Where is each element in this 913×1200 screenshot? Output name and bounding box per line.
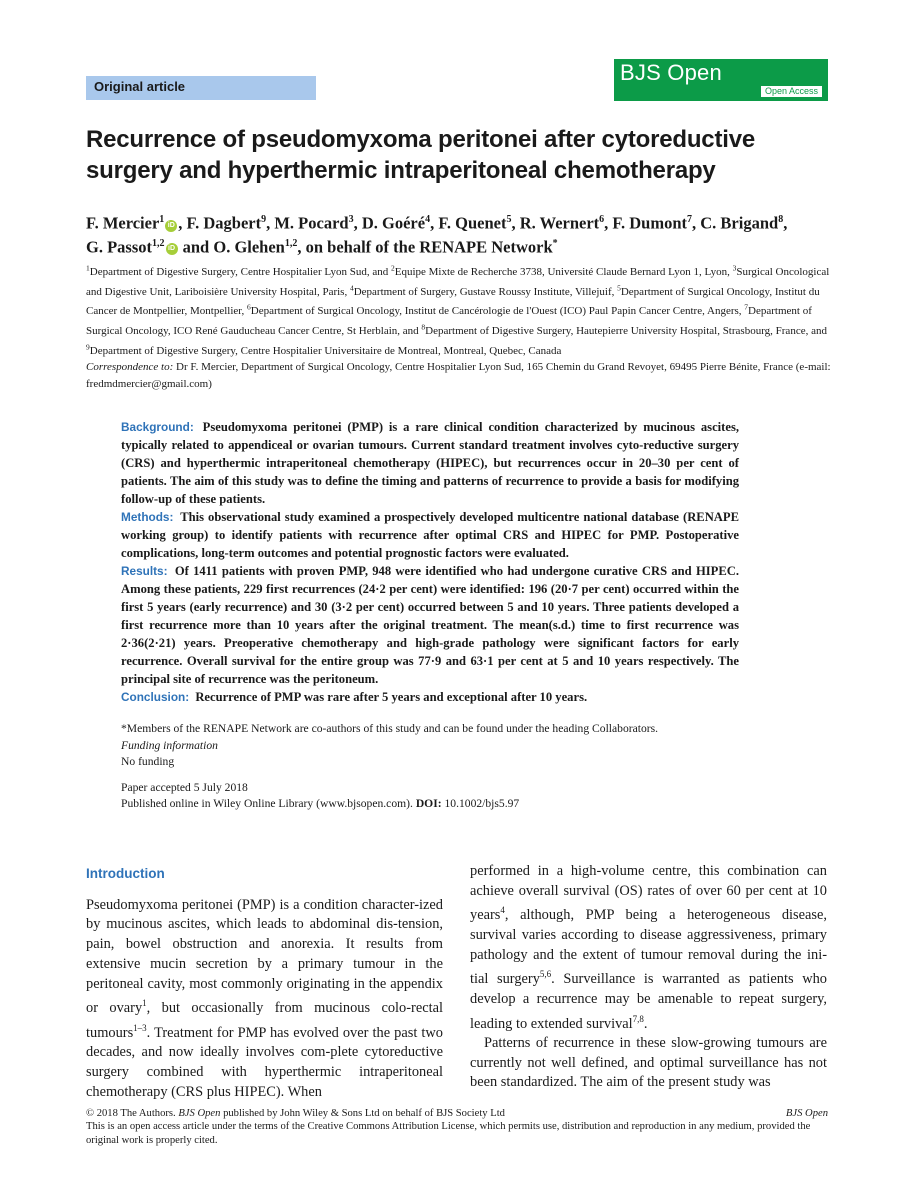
affiliation-number: 3 [732,263,737,272]
affiliation-number: 6 [247,302,251,312]
funding-text: No funding [121,755,175,768]
footer-journal-label: BJS Open [785,1108,828,1119]
journal-logo[interactable] [614,59,828,101]
open-access-badge: Open Access [761,86,822,97]
author-name: F. Mercier [86,213,160,233]
author-affiliation-mark: 6 [599,214,605,225]
affiliation-text: Department of Surgery, Gustave Roussy Institute, Villejuif, [353,285,618,298]
results-text: Of 1411 patients with proven PMP, 948 were identified who had undergone curative CRS and HIPEC. Among these patients, 229 first recurrences (24·2 per cent) were identified: 196 (20·7 per cent) occurred within the first 5 years (early recurrence) and 30 (3·2 per cent) occurred between 5 and 10 years. Three patients developed a first recurrence more than 10 years after the original treatment. The mean(s.d.) time to first recurrence was 2·36(2·21) years. Preoperative chemotherapy and high-grade pathology were significant factors for early recurrence. Overall survival for the entire group was 77·9 and 63·1 per cent at 5 and 10 years respectively. The principal site of recurrence was the peritoneum. [121,564,739,686]
introduction-heading: Introduction [86,866,165,881]
copyright-text: © 2018 The Authors. [86,1108,176,1119]
author-name: D. Goéré [361,213,426,233]
page-footer [86,1107,828,1147]
body-text: , but occasionally from mucinous colo-rectal tumours [86,1000,443,1041]
body-text: . Treatment for PMP has evolved over the past two decades, and now ideally involves com-plete cytoreductive surgery combined with hyperthermic intraperitoneal chemotherapy (CRS plus HIPEC). When [86,1024,443,1100]
author-affiliation-mark: 9 [261,214,267,225]
citation-ref: 1 [142,998,147,1009]
methods-text: This observational study examined a prospectively developed multicentre national database (RENAPE working group) to identify patients with recurrence after optimal CRS and HIPEC for PMP. Postoperative complications, long-term outcomes and potential prognostic factors were evaluated. [121,510,739,560]
orcid-icon[interactable]: iD [166,243,178,255]
members-note: *Members of the RENAPE Network are co-authors of this study and can be found under the heading Collaborators. [121,722,659,735]
author-name: G. Passot [86,237,152,256]
author-group-mark: * [552,237,558,249]
license-text: This is an open access article under the terms of the Creative Commons Attribution License, which permits use, distribution and reproduction in any medium, provided the original work is properly cited. [86,1121,811,1146]
citation-ref: 7,8 [632,1013,644,1024]
author-name: R. Wernert [519,213,600,233]
author-affiliation-mark: 7 [687,214,692,225]
article-type-tag: Original article [86,76,316,100]
body-text: . [643,1015,648,1032]
footer-journal-name: BJS Open [178,1108,221,1119]
affiliation-number: 2 [390,263,395,272]
affiliation-list [86,263,830,358]
abstract-results [121,562,739,688]
abstract-background [121,418,739,508]
affiliation-text: Equipe Mixte de Recherche 3738, Université Claude Bernard Lyon 1, Lyon, [394,265,733,278]
methods-heading: Methods: [121,510,174,524]
affiliation-text: Department of Digestive Surgery, Centre Hospitalier Lyon Sud, and [89,265,391,278]
intro-paragraph-3: Patterns of recurrence in these slow-growing tumours are currently not well defined, and optimal surveillance has not been standardized. The aim of the present study was [470,1035,827,1091]
abstract-methods [121,508,739,562]
author-list: F. Mercier$^1$ iD , F. Dagbert$^9$, M. Pocard$^3$, D. Goéré$^4$, F. Quenet$^5$, R. Wernert$^6$, F. Dumont$^7$, C. Brigand$^8$, G. Passot$^{1,2}$ iD and O. Glehen$^{1,2}$, on behalf of the RENAPE Network* [86,213,788,256]
intro-right-column [470,862,827,1093]
correspondence-label: Correspondence to: [86,361,174,374]
body-text: performed in a high-volume centre, this combination can achieve overall survival (OS) rates of over 60 per cent at 10 years [470,863,827,924]
author-affiliation-mark: 1,2 [152,237,165,249]
affiliation-text: Surgical Oncological and Digestive Unit, Lariboisière University Hospital, Paris, [86,265,830,298]
background-heading: Background: [121,420,194,434]
background-text: Pseudomyxoma peritonei (PMP) is a rare clinical condition characterized by mucinous ascites, typically related to appendiceal or ovarian tumours. Current standard treatment involves cyto-reductive surgery (CRS) and hyperthermic intraperitoneal chemotherapy (HIPEC), but recurrences occur in 20–30 per cent of patients. The aim of this study was to define the timing and patterns of recurrence to provide a basis for modifying follow-up of these patients. [121,420,739,506]
publication-info [121,796,741,813]
intro-paragraph-1 [86,896,443,1103]
orcid-icon[interactable]: iD [165,220,177,232]
author-name: F. Dagbert [186,213,262,233]
author-affiliation-mark: 1,2 [284,237,298,249]
body-text: Pseudomyxoma peritonei (PMP) is a condition character-ized by mucinous ascites, which leads to abdominal dis-tension, pain, bowel obstruction and anorexia. It results from extensive mucin secretion by a primary tumour in the peritoneal cavity, most commonly originating in the appendix or ovary [86,896,443,1017]
affiliations [86,260,831,392]
author-group: on behalf of the RENAPE Network [305,237,553,256]
author-affiliation-mark: 5 [506,214,512,225]
conclusion-text: Recurrence of PMP was rare after 5 years and exceptional after 10 years. [195,690,588,704]
author-affiliation-mark: 3 [348,214,354,225]
affiliation-number: 4 [349,282,354,292]
article-notes [121,721,741,813]
author-name: F. Dumont [612,213,687,233]
abstract-conclusion [121,688,739,706]
citation-ref: 4 [500,905,505,916]
author-name: O. Glehen [213,237,285,256]
conclusion-heading: Conclusion: [121,690,190,704]
publisher-text: published by John Wiley & Sons Ltd on behalf of BJS Society Ltd [223,1108,505,1119]
affiliation-number: 8 [421,322,426,332]
affiliation-text: Department of Digestive Surgery, Centre Hospitalier Universitaire de Montreal, Montreal, Quebec, Canada [89,345,562,358]
author-name: C. Brigand [700,213,779,233]
results-heading: Results: [121,564,168,578]
article-title: Recurrence of pseudomyxoma peritonei after cytoreductive surgery and hyperthermic intraperitoneal chemotherapy [86,126,756,184]
affiliation-text: Department of Surgical Oncology, Institut du Cancer de Montpellier, Montpellier, [86,285,820,318]
doi-label: DOI: [415,797,442,810]
published-text: Published online in Wiley Online Library (www.bjsopen.com). [121,797,413,810]
affiliation-number: 7 [744,302,749,312]
body-text: , although, PMP being a heterogeneous disease, survival varies according to disease aggressiveness, primary pathology and the extent of tumour removal during the ini-tial surgery [470,907,827,988]
body-text: . Surveillance is warranted as patients who develop a recurrence may be amenable to repeat surgery, leading to extended survival [470,971,827,1032]
author-affiliation-mark: 1 [159,214,165,225]
author-affiliation-mark: 4 [425,214,431,225]
affiliation-text: Department of Digestive Surgery, Hautepierre University Hospital, Strasbourg, France, and [425,325,827,338]
affiliation-number: 5 [617,282,621,292]
author-affiliation-mark: 8 [778,214,784,225]
affiliation-text: Department of Surgical Oncology, Institut de Cancérologie de l'Ouest (ICO) Paul Papin Cancer Centre, Angers, [250,305,745,318]
author-name: M. Pocard [274,213,349,233]
abstract [121,418,739,706]
author-name: F. Quenet [438,213,507,233]
citation-ref: 1–3 [133,1022,147,1033]
accepted-date: Paper accepted 5 July 2018 [121,780,248,794]
correspondence-text: Dr F. Mercier, Department of Surgical Oncology, Centre Hospitalier Lyon Sud, 165 Chemin du Grand Revoyet, 69495 Pierre Bénite, France (e-mail: fredmdmercier@gmail.com) [86,361,831,390]
affiliation-text: Department of Surgical Oncology, ICO René Gauducheau Cancer Centre, St Herblain, and [86,305,812,338]
doi-link[interactable]: 10.1002/bjs5.97 [444,797,520,810]
citation-ref: 5,6 [539,969,552,980]
intro-left-column [86,864,443,1102]
funding-label: Funding information [121,738,218,752]
affiliation-number: 9 [86,342,90,352]
affiliation-number: 1 [86,263,90,272]
intro-paragraph-2 [470,862,827,1034]
journal-logo-name: BJS Open [620,60,722,85]
